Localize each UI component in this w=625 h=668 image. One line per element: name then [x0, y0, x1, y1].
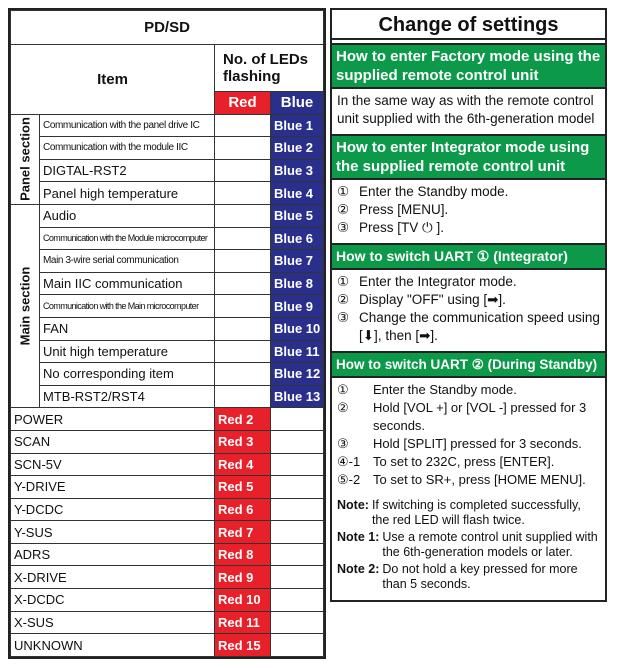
step-number: ①	[337, 184, 350, 199]
blue-cell	[271, 543, 324, 566]
uart1-steps	[332, 270, 605, 348]
table-row	[11, 182, 324, 205]
red-count: Red 7	[215, 521, 271, 544]
table-row	[11, 476, 324, 499]
red-count: Red 11	[215, 611, 271, 634]
step-number: ③	[337, 436, 349, 451]
step-text: Press [TV ⏻ ].	[359, 220, 444, 235]
blue-count: Blue 5	[271, 204, 324, 227]
blue-count: Blue 3	[271, 159, 324, 182]
table-row	[11, 204, 324, 227]
item-cell: FAN	[40, 317, 215, 340]
blue-count: Blue 11	[271, 340, 324, 363]
step-text: Hold [VOL +] or [VOL -] pressed for 3 seconds.	[373, 400, 587, 433]
item-cell: POWER	[11, 408, 215, 431]
item-cell: SCAN	[11, 430, 215, 453]
item-header: Item	[11, 45, 215, 115]
blue-count: Blue 13	[271, 385, 324, 408]
blue-cell	[271, 634, 324, 657]
red-count: Red 4	[215, 453, 271, 476]
factory-text: In the same way as with the remote control unit supplied with the 6th-generation model	[337, 93, 595, 126]
blue-count: Blue 4	[271, 182, 324, 205]
table-row	[11, 137, 324, 160]
red-count: Red 8	[215, 543, 271, 566]
step	[337, 291, 600, 309]
item-cell: X-SUS	[11, 611, 215, 634]
red-count: Red 6	[215, 498, 271, 521]
led-table	[8, 8, 326, 659]
settings-panel	[330, 8, 607, 602]
item-cell: Panel high temperature	[40, 182, 215, 205]
blue-header: Blue	[271, 92, 324, 115]
red-count: Red 5	[215, 476, 271, 499]
note	[337, 562, 600, 592]
red-count: Red 15	[215, 634, 271, 657]
step	[337, 453, 600, 471]
red-count: Red 10	[215, 589, 271, 612]
blue-count: Blue 2	[271, 137, 324, 160]
step-number: ②	[337, 202, 350, 217]
step-number: ①	[337, 274, 350, 289]
step-text: Enter the Standby mode.	[359, 184, 509, 199]
step	[337, 381, 600, 399]
step	[337, 399, 600, 435]
blue-cell	[271, 521, 324, 544]
red-cell	[215, 340, 271, 363]
item-cell: DIGTAL-RST2	[40, 159, 215, 182]
step-text: Enter the Standby mode.	[373, 382, 517, 397]
item-cell: SCN-5V	[11, 453, 215, 476]
item-cell: X-DRIVE	[11, 566, 215, 589]
table-row	[11, 159, 324, 182]
item-cell: Unit high temperature	[40, 340, 215, 363]
red-count: Red 2	[215, 408, 271, 431]
red-cell	[215, 204, 271, 227]
item-cell: Audio	[40, 204, 215, 227]
step	[337, 471, 600, 489]
red-header: Red	[215, 92, 271, 115]
blue-cell	[271, 476, 324, 499]
table-row	[11, 363, 324, 386]
blue-cell	[271, 566, 324, 589]
item-cell: X-DCDC	[11, 589, 215, 612]
note-text: If switching is completed successfully, the red LED will flash twice.	[371, 498, 581, 527]
step	[337, 183, 600, 201]
step-text: Enter the Integrator mode.	[359, 274, 517, 289]
item-cell: ADRS	[11, 543, 215, 566]
item-cell: UNKNOWN	[11, 634, 215, 657]
step-number: ①	[337, 382, 349, 397]
item-cell: Main IIC communication	[40, 272, 215, 295]
blue-cell	[271, 430, 324, 453]
step-text: To set to SR+, press [HOME MENU].	[373, 472, 586, 487]
red-cell	[215, 227, 271, 250]
step-text: Hold [SPLIT] pressed for 3 seconds.	[373, 436, 582, 451]
item-cell: Communication with the panel drive IC	[40, 114, 215, 137]
table-row	[11, 340, 324, 363]
table-row	[11, 498, 324, 521]
integrator-header: How to enter Integrator mode using the supplied remote control unit	[332, 134, 605, 180]
note-label: Note 1:	[337, 530, 380, 544]
red-cell	[215, 159, 271, 182]
step	[337, 219, 600, 237]
note-label: Note 2:	[337, 562, 380, 576]
table-title: PD/SD	[11, 11, 324, 45]
red-count: Red 3	[215, 430, 271, 453]
item-cell: Y-DCDC	[11, 498, 215, 521]
blue-cell	[271, 589, 324, 612]
uart1-header: How to switch UART ① (Integrator)	[332, 243, 605, 270]
table-row	[11, 611, 324, 634]
table-row	[11, 566, 324, 589]
table-row	[11, 272, 324, 295]
table-row	[11, 250, 324, 273]
step	[337, 435, 600, 453]
table-row	[11, 227, 324, 250]
table-row	[11, 543, 324, 566]
table-row	[11, 114, 324, 137]
step-number: ③	[337, 220, 350, 235]
blue-count: Blue 7	[271, 250, 324, 273]
blue-count: Blue 12	[271, 363, 324, 386]
table-row	[11, 408, 324, 431]
main-section-label: Main section	[11, 204, 40, 407]
table-row	[11, 589, 324, 612]
step-text: To set to 232C, press [ENTER].	[373, 454, 555, 469]
panel-section-label: Panel section	[11, 114, 40, 204]
table-row	[11, 385, 324, 408]
step	[337, 273, 600, 291]
red-cell	[215, 114, 271, 137]
item-cell: Y-SUS	[11, 521, 215, 544]
step-number: ④-1	[337, 454, 361, 469]
table-row	[11, 453, 324, 476]
leds-header: No. of LEDs flashing	[215, 45, 324, 92]
step-text: Display "OFF" using [➡].	[359, 292, 506, 307]
note-text: Use a remote control unit supplied with the 6th-generation models or later.	[382, 530, 598, 559]
red-cell	[215, 295, 271, 318]
step-text: Change the communication speed using [⬇], then [➡].	[359, 310, 600, 343]
blue-count: Blue 8	[271, 272, 324, 295]
red-cell	[215, 272, 271, 295]
blue-cell	[271, 453, 324, 476]
step	[337, 309, 600, 345]
item-cell: Communication with the Module microcomputer	[40, 227, 215, 250]
step-number: ②	[337, 400, 349, 415]
item-cell: Communication with the Main microcomputer	[40, 295, 215, 318]
item-cell: Main 3-wire serial communication	[40, 250, 215, 273]
step-text: Press [MENU].	[359, 202, 449, 217]
red-count: Red 9	[215, 566, 271, 589]
table-row	[11, 634, 324, 657]
red-cell	[215, 182, 271, 205]
note	[337, 530, 600, 560]
red-cell	[215, 317, 271, 340]
step-number: ③	[337, 310, 350, 325]
item-cell: Y-DRIVE	[11, 476, 215, 499]
notes	[332, 492, 605, 600]
table-row	[11, 317, 324, 340]
factory-header: How to enter Factory mode using the supplied remote control unit	[332, 43, 605, 89]
table-row	[11, 430, 324, 453]
note-text: Do not hold a key pressed for more than 5 seconds.	[382, 562, 578, 591]
settings-title: Change of settings	[332, 10, 605, 40]
red-cell	[215, 363, 271, 386]
blue-cell	[271, 611, 324, 634]
table-row	[11, 295, 324, 318]
note-label: Note:	[337, 498, 369, 512]
note	[337, 498, 600, 528]
red-cell	[215, 385, 271, 408]
step-number: ⑤-2	[337, 472, 361, 487]
blue-count: Blue 9	[271, 295, 324, 318]
uart2-steps	[332, 378, 605, 492]
uart2-header: How to switch UART ② (During Standby)	[332, 351, 605, 378]
red-cell	[215, 137, 271, 160]
blue-cell	[271, 498, 324, 521]
blue-count: Blue 10	[271, 317, 324, 340]
blue-count: Blue 1	[271, 114, 324, 137]
blue-count: Blue 6	[271, 227, 324, 250]
integrator-steps	[332, 180, 605, 240]
blue-cell	[271, 408, 324, 431]
item-cell: MTB-RST2/RST4	[40, 385, 215, 408]
item-cell: Communication with the module IIC	[40, 137, 215, 160]
red-cell	[215, 250, 271, 273]
step	[337, 201, 600, 219]
table-row	[11, 521, 324, 544]
item-cell: No corresponding item	[40, 363, 215, 386]
step-number: ②	[337, 292, 350, 307]
